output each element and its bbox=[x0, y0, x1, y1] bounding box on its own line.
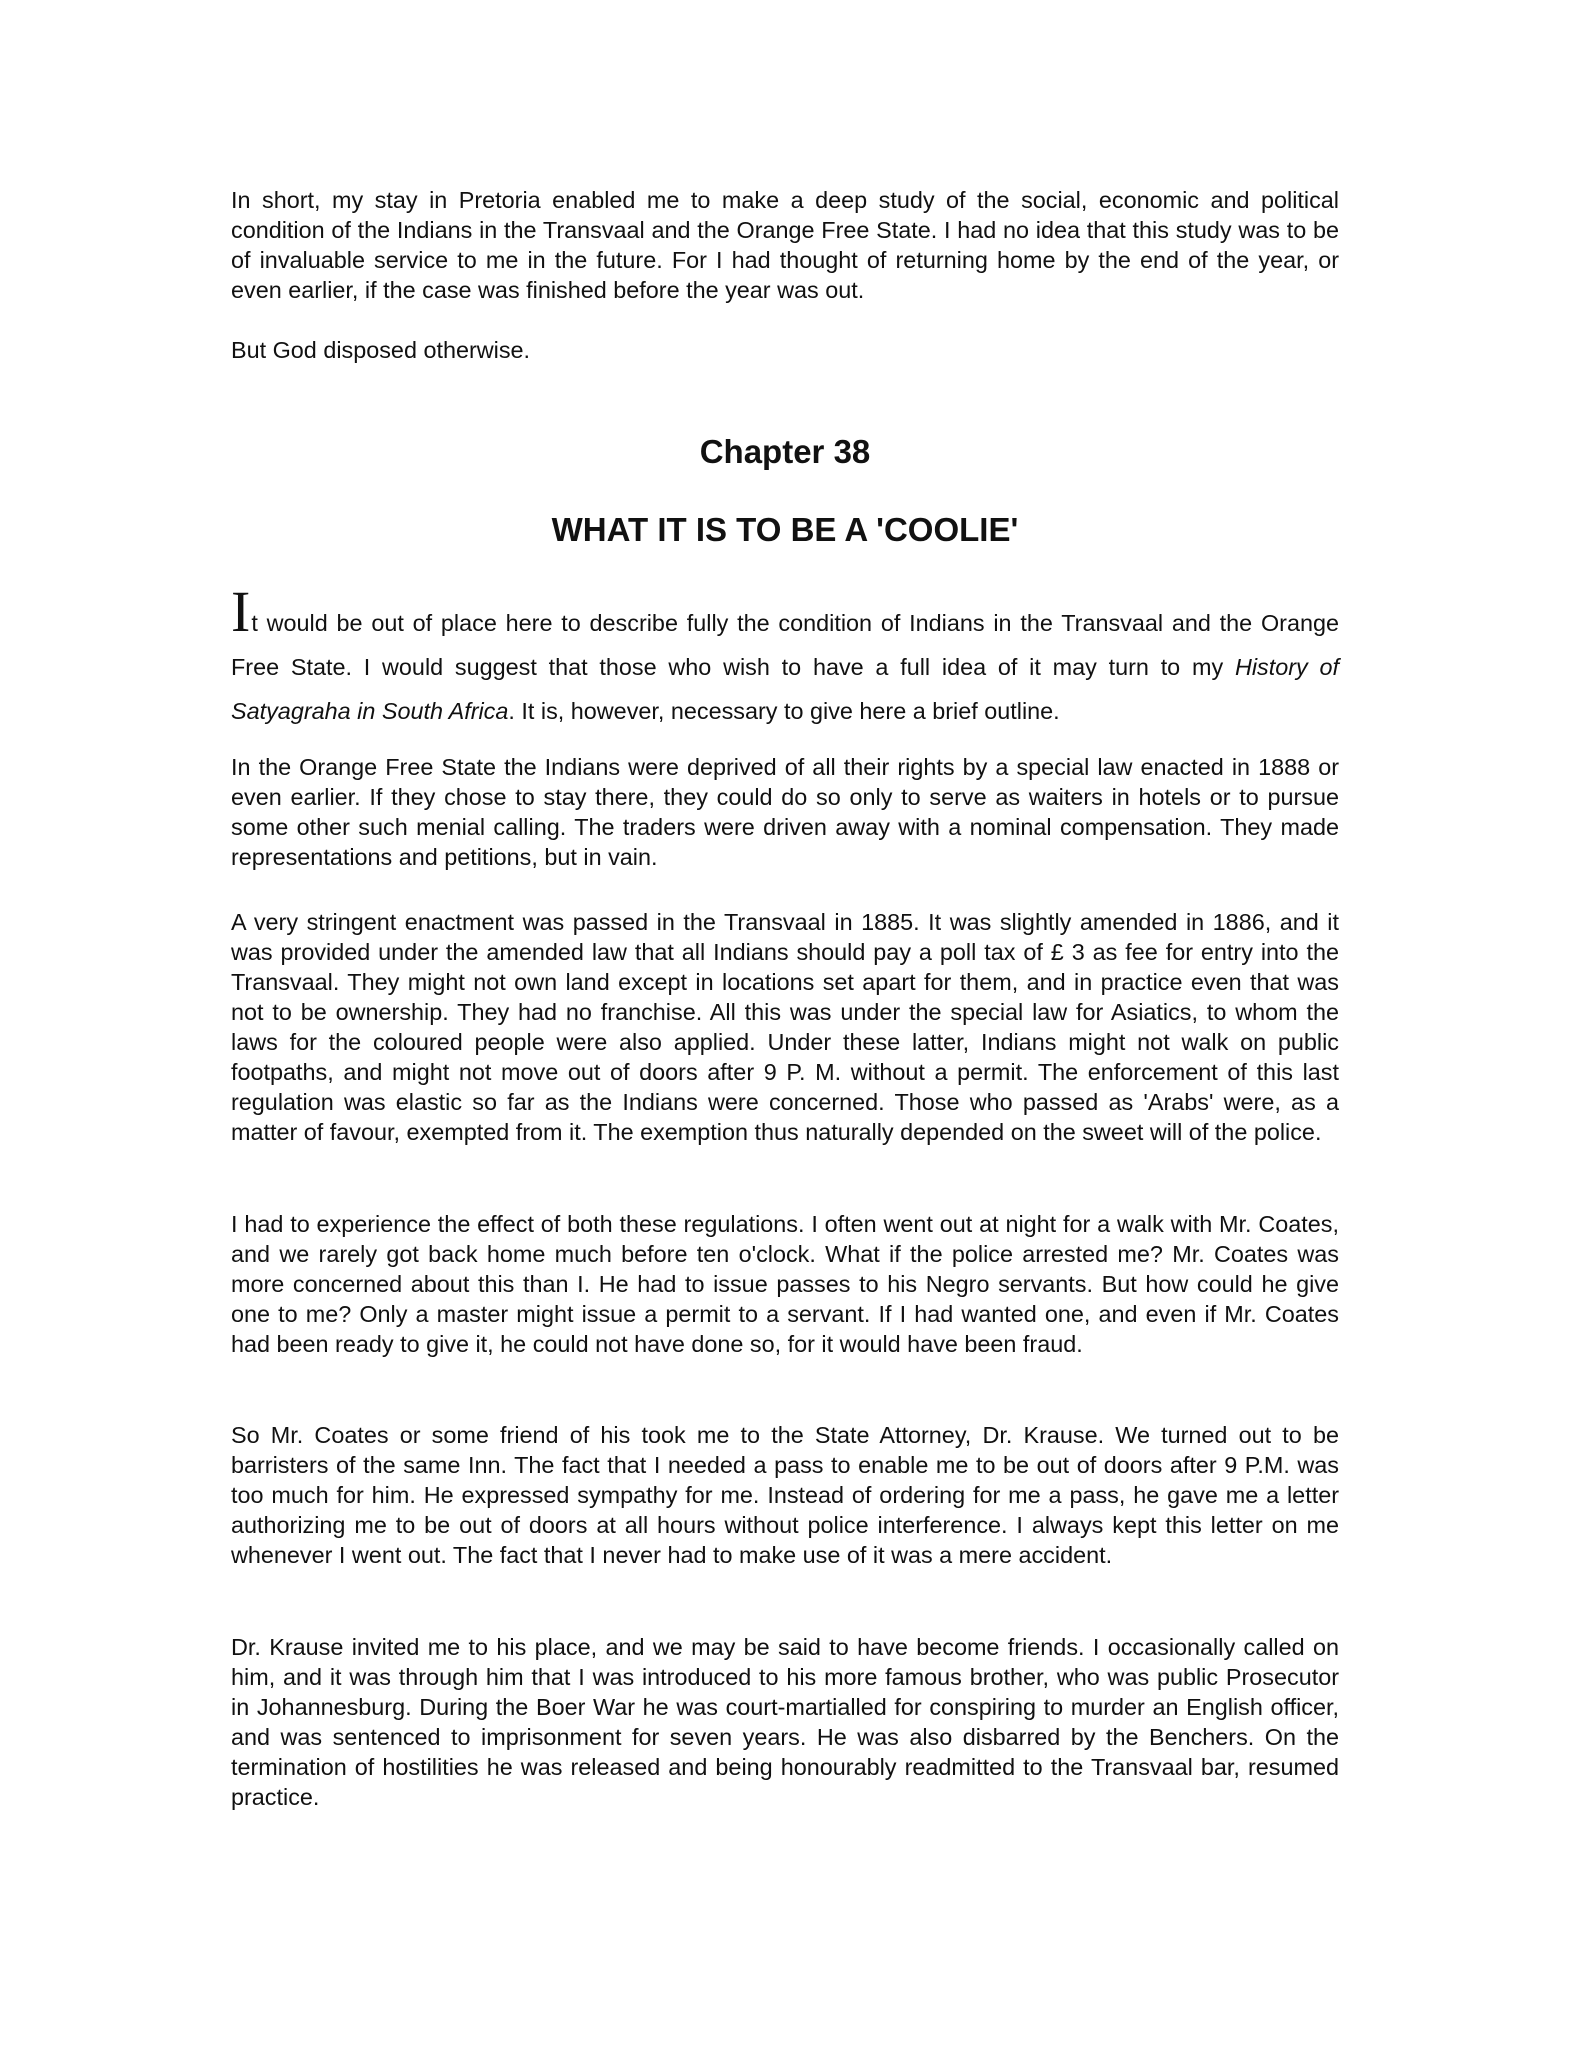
opening-text-after-italic: . It is, however, necessary to give here a brief outline. bbox=[508, 698, 1060, 724]
closing-line: But God disposed otherwise. bbox=[231, 337, 531, 363]
closing-line-block bbox=[231, 335, 1339, 365]
paragraph-dr-krause: Dr. Krause invited me to his place, and we may be said to have become friends. I occasionally called on him, and it was through him that I was introduced to his more famous brother, who was public Prosecutor in Johannesburg. During the Boer War he was court-martialled for conspiring to murder an English officer, and was sentenced to imprisonment for seven years. He was also disbarred by the Benchers. On the termination of hostilities he was released and being honourably readmitted to the Transvaal bar, resumed practice. bbox=[231, 1634, 1339, 1810]
paragraph-regulations-experience-block bbox=[231, 1209, 1339, 1359]
paragraph-state-attorney: So Mr. Coates or some friend of his took me to the State Attorney, Dr. Krause. We turned out to be barristers of the same Inn. The fact that I needed a pass to enable me to be out of doors after 9 P.M. was too much for him. He expressed sympathy for me. Instead of ordering for me a pass, he gave me a letter authorizing me to be out of doors at all hours without police interference. I always kept this letter on me whenever I went out. The fact that I never had to make use of it was a mere accident. bbox=[231, 1422, 1339, 1568]
chapter-number: Chapter 38 bbox=[699, 433, 871, 470]
intro-paragraph-block bbox=[231, 185, 1339, 305]
opening-paragraph bbox=[231, 579, 1339, 733]
paragraph-transvaal-enactment-block bbox=[231, 907, 1339, 1147]
paragraph-dr-krause-block bbox=[231, 1632, 1339, 1812]
chapter-title: WHAT IT IS TO BE A 'COOLIE' bbox=[551, 511, 1019, 548]
paragraph-orange-free-state: In the Orange Free State the Indians were deprived of all their rights by a special law enacted in 1888 or even earlier. If they chose to stay there, they could do so only to serve as waiters in hotels or to pursue some other such menial calling. The traders were driven away with a nominal compensation. They made representations and petitions, but in vain. bbox=[231, 754, 1339, 870]
paragraph-state-attorney-block bbox=[231, 1420, 1339, 1570]
paragraph-regulations-experience: I had to experience the effect of both these regulations. I often went out at night for a walk with Mr. Coates, and we rarely got back home much before ten o'clock. What if the police arrested me? Mr. Coates was more concerned about this than I. He had to issue passes to his Negro servants. But how could he give one to me? Only a master might issue a permit to a servant. If I had wanted one, and even if Mr. Coates had been ready to give it, he could not have done so, for it would have been fraud. bbox=[231, 1211, 1339, 1357]
paragraph-transvaal-enactment: A very stringent enactment was passed in the Transvaal in 1885. It was slightly amended in 1886, and it was provided under the amended law that all Indians should pay a poll tax of £ 3 as fee for entry into the Transvaal. They might not own land except in locations set apart for them, and in practice even that was not to be ownership. They had no franchise. All this was under the special law for Asiatics, to whom the laws for the coloured people were also applied. Under these latter, Indians might not walk on public footpaths, and might not move out of doors after 9 P. M. without a permit. The enforcement of this last regulation was elastic so far as the Indians were concerned. Those who passed as 'Arabs' were, as a matter of favour, exempted from it. The exemption thus naturally depended on the sweet will of the police. bbox=[231, 909, 1339, 1145]
opening-text-before-italic: t would be out of place here to describe fully the condition of Indians in the Transvaal and the Orange Free State. I would suggest that those who wish to have a full idea of it may turn to my bbox=[231, 610, 1339, 680]
paragraph-orange-free-state-block bbox=[231, 752, 1339, 872]
book-title-italic: History of Satyagraha in South Africa bbox=[231, 654, 1339, 724]
intro-paragraph: In short, my stay in Pretoria enabled me to make a deep study of the social, economic and political condition of the Indians in the Transvaal and the Orange Free State. I had no idea that this study was to be of invaluable service to me in the future. For I had thought of returning home by the end of the year, or even earlier, if the case was finished before the year was out. bbox=[231, 187, 1339, 303]
opening-paragraph-block bbox=[231, 579, 1339, 733]
drop-cap: I bbox=[231, 579, 251, 644]
